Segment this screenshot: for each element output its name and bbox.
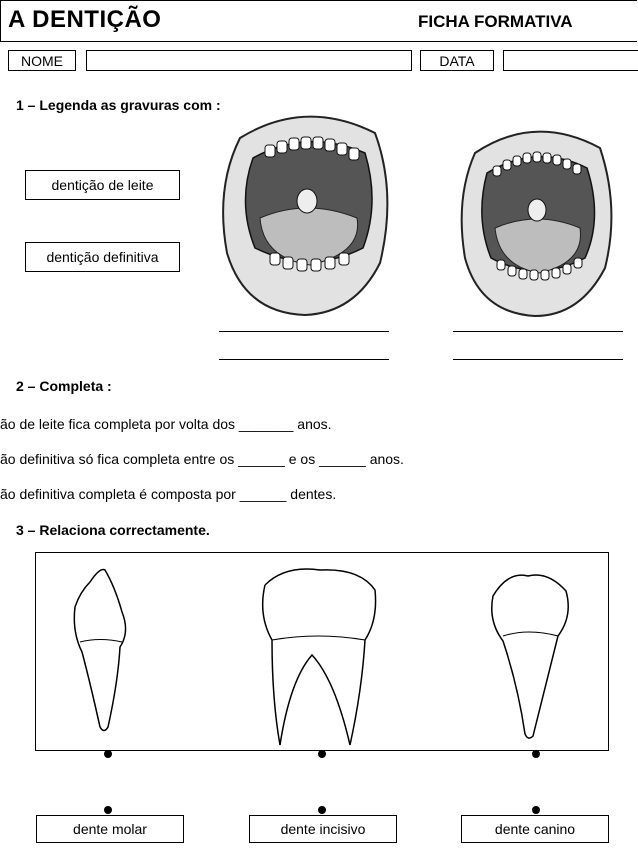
page-subtitle: FICHA FORMATIVA <box>418 12 573 31</box>
date-field[interactable] <box>503 50 638 71</box>
mouth-image-permanent <box>455 118 615 318</box>
question-1-heading: 1 – Legenda as gravuras com : <box>16 97 221 113</box>
option-deciduous: dentição de leite <box>25 170 180 200</box>
label-canine: dente canino <box>461 815 609 843</box>
name-field[interactable] <box>86 50 412 71</box>
connection-dot[interactable] <box>532 750 540 758</box>
tooth-drawing-middle <box>250 560 385 750</box>
label-incisor: dente incisivo <box>249 815 397 843</box>
connection-dot[interactable] <box>318 806 326 814</box>
page-title: A DENTIÇÃO <box>8 6 162 33</box>
name-label: NOME <box>8 50 76 71</box>
mouth-image-deciduous <box>215 103 395 318</box>
tooth-drawing-left <box>60 562 150 742</box>
connection-dot[interactable] <box>532 806 540 814</box>
connection-dot[interactable] <box>104 806 112 814</box>
answer-line[interactable] <box>453 331 623 332</box>
answer-line[interactable] <box>219 359 389 360</box>
tooth-drawing-right <box>478 566 578 746</box>
question-2-heading: 2 – Completa : <box>16 378 112 394</box>
question-3-heading: 3 – Relaciona correctamente. <box>16 522 210 538</box>
sentence-3: ão definitiva completa é composta por ______ dentes. <box>0 486 337 502</box>
sentence-2: ão definitiva só fica completa entre os ______ e os ______ anos. <box>0 451 404 467</box>
sentence-1: ão de leite fica completa por volta dos _______ anos. <box>0 416 332 432</box>
date-label: DATA <box>420 50 494 71</box>
option-permanent: dentição definitiva <box>25 242 180 272</box>
connection-dot[interactable] <box>104 750 112 758</box>
connection-dot[interactable] <box>318 750 326 758</box>
answer-line[interactable] <box>453 359 623 360</box>
label-molar: dente molar <box>36 815 184 843</box>
answer-line[interactable] <box>219 331 389 332</box>
